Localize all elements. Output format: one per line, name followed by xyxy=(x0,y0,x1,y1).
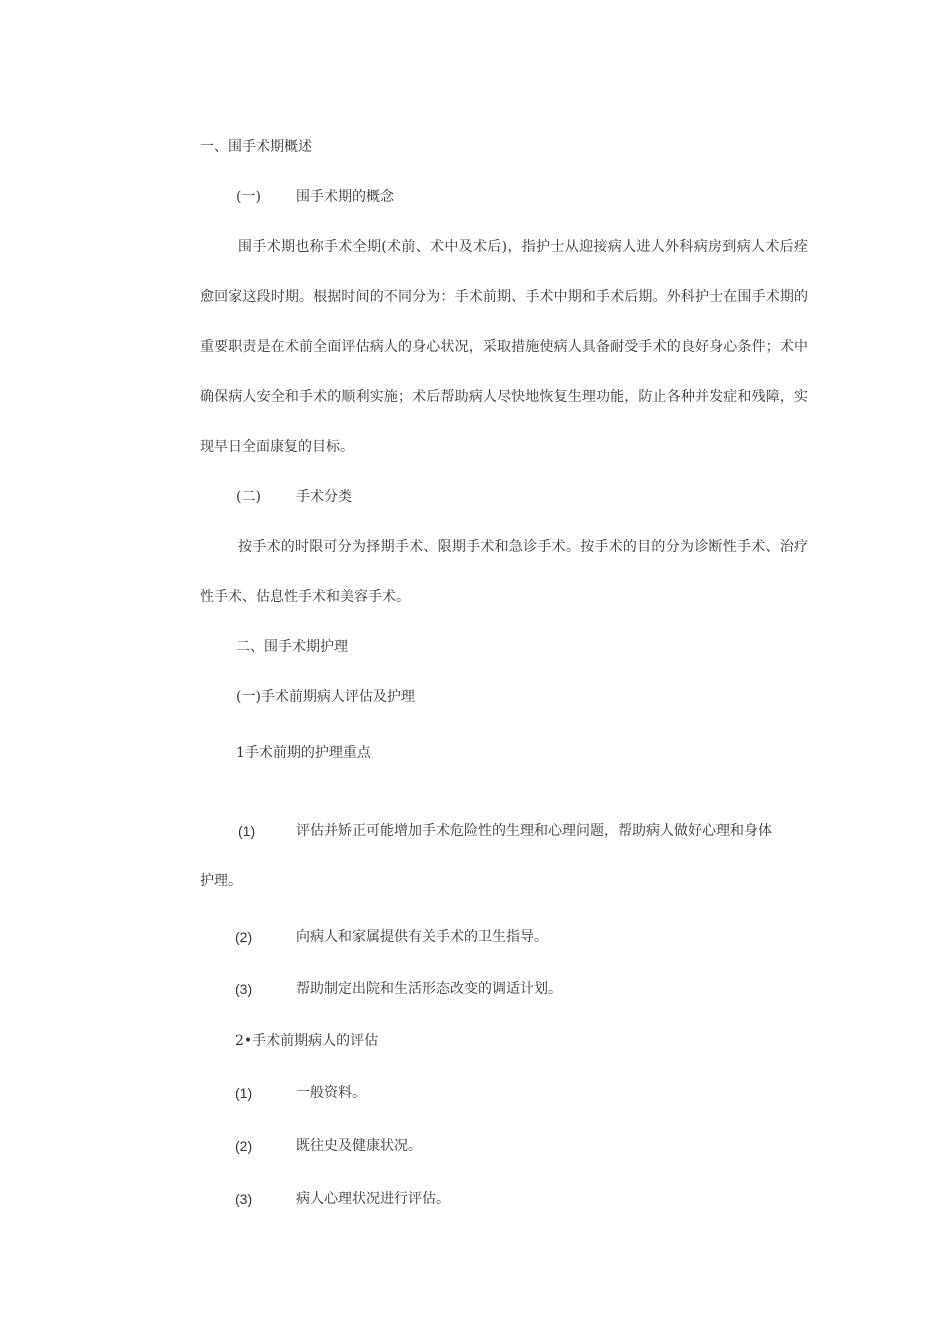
item2-point1-marker: (1) xyxy=(235,1085,253,1101)
sub1-title: 围手术期的概念 xyxy=(296,189,394,205)
item2-point2-marker: (2) xyxy=(235,1138,253,1154)
item2-point1-text: 一般资料。 xyxy=(296,1085,366,1101)
section2-sub1-heading: (一)手术前期病人评估及护理 xyxy=(236,689,415,705)
item1-point3-marker: (3) xyxy=(235,981,253,997)
sub2-marker: (二) xyxy=(236,489,261,505)
item1-point1-text-cont: 护理。 xyxy=(200,873,242,889)
item2-point2-text: 既往史及健康状况。 xyxy=(296,1138,422,1154)
item2-point3-text: 病人心理状况进行评估。 xyxy=(296,1191,450,1207)
item2-point3-marker: (3) xyxy=(235,1191,253,1207)
section1-heading: 一、围手术期概述 xyxy=(200,139,312,155)
item1-point1-text: 评估并矫正可能增加手术危险性的生理和心理问题，帮助病人做好心理和身体 xyxy=(296,823,772,839)
item2-heading: 2•手术前期病人的评估 xyxy=(235,1033,379,1049)
item1-point1-marker: (1) xyxy=(238,823,256,839)
item1-point2-marker: (2) xyxy=(235,929,253,945)
sub2-title: 手术分类 xyxy=(296,489,352,505)
sub2-paragraph: 按手术的时限可分为择期手术、限期手术和急诊手术。按手术的目的分为诊断性手术、治疗性手术、估息性手术和美容手术。 xyxy=(200,539,808,605)
item1-point3-text: 帮助制定出院和生活形态改变的调适计划。 xyxy=(296,981,562,997)
sub1-marker: (一) xyxy=(236,189,261,205)
item1-point2-text: 向病人和家属提供有关手术的卫生指导。 xyxy=(296,929,548,945)
section2-heading: 二、围手术期护理 xyxy=(236,639,348,655)
item1-heading: 1手术前期的护理重点 xyxy=(236,745,371,761)
sub1-paragraph: 围手术期也称手术全期(术前、术中及术后)，指护士从迎接病人进人外科病房到病人术后痊愈回家这段时期。根据时间的不同分为：手术前期、手术中期和手术后期。外科护士在围手术期的重要职责是在术前全面评估病人的身心状况，采取措施使病人具备耐受手术的良好身心条件；术中确保病人安全和手术的顺利实施；术后帮助病人尽快地恢复生理功能，防止各种并发症和残障，实现早日全面康复的目标。 xyxy=(200,239,808,455)
